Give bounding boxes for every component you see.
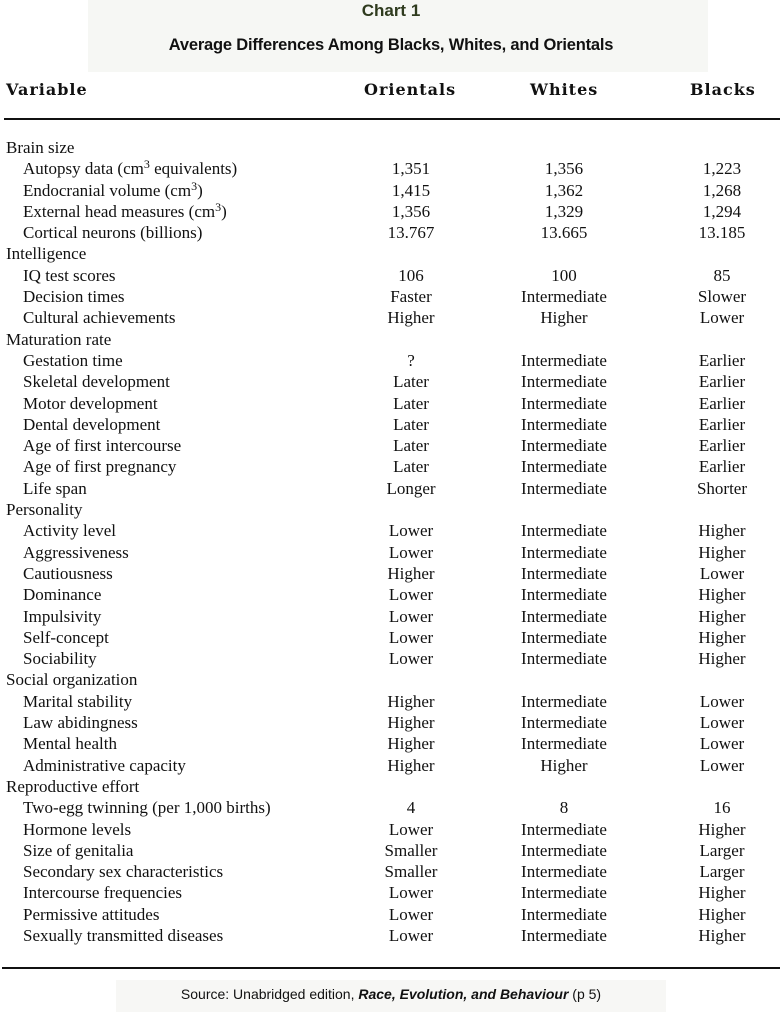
- variable-text: Law abidingness: [23, 713, 138, 733]
- cell-whites: Intermediate: [521, 904, 607, 924]
- table-row: [0, 350, 782, 371]
- variable-label: [23, 840, 133, 861]
- cell-orientals: Lower: [388, 819, 434, 839]
- table-row: [0, 520, 782, 541]
- cell-whites: Intermediate: [521, 542, 607, 562]
- cell-blacks: Higher: [698, 627, 746, 647]
- category-label: Intelligence: [6, 244, 87, 264]
- variable-label: [23, 456, 176, 477]
- variable-text: Cultural achievements: [23, 308, 176, 328]
- category-label: Reproductive effort: [6, 776, 140, 796]
- table-row: [0, 542, 782, 563]
- table-row: [0, 307, 782, 328]
- variable-label: [23, 307, 175, 328]
- cell-orientals: Lower: [388, 904, 434, 924]
- cell-blacks: Higher: [698, 606, 746, 626]
- cell-whites: 1,329: [544, 201, 584, 221]
- table-row: [0, 648, 782, 669]
- cell-blacks: 85: [713, 265, 731, 285]
- cell-blacks: Lower: [699, 691, 745, 711]
- cell-whites: 1,356: [544, 159, 584, 179]
- cell-orientals: 1,415: [391, 180, 431, 200]
- cell-orientals: Later: [393, 393, 429, 413]
- table-row: [0, 904, 782, 925]
- cell-blacks: Earlier: [698, 414, 746, 434]
- cell-orientals: Later: [393, 372, 429, 392]
- variable-label: [23, 584, 101, 605]
- cell-blacks: 1,268: [702, 180, 742, 200]
- cell-orientals: Higher: [387, 755, 435, 775]
- table-row: [0, 606, 782, 627]
- variable-label: [23, 882, 182, 903]
- cell-orientals: Higher: [387, 691, 435, 711]
- cell-whites: Intermediate: [521, 925, 607, 945]
- variable-label: [23, 350, 123, 371]
- cell-blacks: 1,294: [702, 201, 742, 221]
- column-header-orientals: Orientals: [364, 80, 457, 99]
- cell-whites: Intermediate: [521, 287, 607, 307]
- cell-whites: Intermediate: [521, 393, 607, 413]
- cell-blacks: Larger: [699, 840, 745, 860]
- variable-text: Intercourse frequencies: [23, 883, 183, 903]
- variable-label: [23, 563, 113, 584]
- table-row: [0, 627, 782, 648]
- variable-text-suffix: ): [221, 201, 227, 221]
- cell-whites: 13.665: [540, 223, 588, 243]
- variable-text: Cortical neurons (billions): [23, 223, 203, 243]
- cell-blacks: Lower: [699, 734, 745, 754]
- variable-label: [23, 797, 271, 818]
- category-label: Brain size: [6, 138, 75, 157]
- table-row: [0, 882, 782, 903]
- variable-label: [23, 201, 227, 222]
- variable-text: Two-egg twinning (per 1,000 births): [23, 798, 271, 818]
- variable-label: [23, 414, 160, 435]
- chart-title: Average Differences Among Blacks, Whites, and Orientals: [168, 36, 614, 54]
- superscript: 3: [191, 178, 198, 193]
- variable-label: [23, 478, 87, 499]
- variable-text: Marital stability: [23, 691, 133, 711]
- table-row: [0, 925, 782, 946]
- table-row: [0, 158, 782, 179]
- variable-label: [23, 819, 131, 840]
- variable-text: Cautiousness: [23, 563, 113, 583]
- cell-whites: 100: [551, 265, 577, 285]
- cell-blacks: Higher: [698, 819, 746, 839]
- bottom-rule: [2, 967, 780, 969]
- category-row: [0, 499, 782, 520]
- cell-whites: Intermediate: [521, 521, 607, 541]
- cell-orientals: Later: [393, 457, 429, 477]
- variable-label: [23, 648, 97, 669]
- category-label: Personality: [6, 500, 83, 520]
- cell-orientals: Lower: [388, 649, 434, 669]
- category-row: [0, 243, 782, 264]
- table-row: [0, 797, 782, 818]
- variable-label: [23, 755, 186, 776]
- table-row: [0, 180, 782, 201]
- table-header: [0, 78, 782, 102]
- table-row: [0, 755, 782, 776]
- variable-text: Activity level: [23, 521, 117, 541]
- cell-whites: Intermediate: [521, 819, 607, 839]
- cell-orientals: 1,351: [391, 159, 431, 179]
- cell-blacks: Higher: [698, 542, 746, 562]
- cell-orientals: Higher: [387, 734, 435, 754]
- variable-text: Impulsivity: [23, 606, 102, 626]
- column-header-whites: Whites: [530, 80, 599, 99]
- category-label: Maturation rate: [6, 329, 112, 349]
- variable-label: [23, 925, 223, 946]
- cell-whites: Intermediate: [521, 713, 607, 733]
- column-header-blacks: Blacks: [690, 80, 756, 99]
- variable-text: Sexually transmitted diseases: [23, 925, 224, 945]
- variable-text: Administrative capacity: [23, 755, 186, 775]
- cell-blacks: Lower: [699, 563, 745, 583]
- cell-orientals: Lower: [388, 521, 434, 541]
- variable-label: [23, 180, 203, 201]
- table-row: [0, 563, 782, 584]
- cell-orientals: 1,356: [391, 201, 431, 221]
- variable-label: [23, 904, 159, 925]
- variable-label: [23, 712, 138, 733]
- cell-blacks: Lower: [699, 308, 745, 328]
- cell-orientals: Later: [393, 436, 429, 456]
- table-row: [0, 393, 782, 414]
- table-row: [0, 286, 782, 307]
- cell-orientals: Lower: [388, 925, 434, 945]
- cell-orientals: 13.767: [387, 223, 435, 243]
- variable-text: IQ test scores: [23, 265, 116, 285]
- cell-whites: Intermediate: [521, 414, 607, 434]
- cell-blacks: Earlier: [698, 457, 746, 477]
- table-row: [0, 371, 782, 392]
- table-row: [0, 840, 782, 861]
- variable-text: Mental health: [23, 734, 117, 754]
- variable-label: [23, 542, 129, 563]
- cell-whites: Higher: [540, 308, 588, 328]
- cell-blacks: Higher: [698, 649, 746, 669]
- variable-label: [23, 393, 158, 414]
- table-row: [0, 414, 782, 435]
- cell-orientals: 4: [406, 798, 416, 818]
- cell-blacks: Higher: [698, 883, 746, 903]
- cell-blacks: Earlier: [698, 393, 746, 413]
- cell-blacks: Higher: [698, 925, 746, 945]
- cell-whites: Intermediate: [521, 585, 607, 605]
- source-suffix: (p 5): [568, 986, 602, 1002]
- cell-blacks: 13.185: [698, 223, 746, 243]
- cell-orientals: Faster: [390, 287, 432, 307]
- cell-orientals: Higher: [387, 563, 435, 583]
- table-row: [0, 435, 782, 456]
- cell-whites: Intermediate: [521, 840, 607, 860]
- variable-text: Age of first pregnancy: [23, 457, 177, 477]
- variable-label: [23, 371, 170, 392]
- variable-label: [23, 733, 117, 754]
- variable-text: Endocranial volume (cm: [23, 180, 192, 200]
- table-row: [0, 733, 782, 754]
- cell-orientals: Longer: [386, 478, 436, 498]
- variable-text: External head measures (cm: [23, 201, 216, 221]
- header-rule: [4, 118, 780, 120]
- cell-orientals: Higher: [387, 308, 435, 328]
- cell-whites: Intermediate: [521, 883, 607, 903]
- cell-orientals: Higher: [387, 713, 435, 733]
- table-row: [0, 819, 782, 840]
- source-prefix: Source: Unabridged edition,: [180, 986, 359, 1002]
- cell-blacks: Earlier: [698, 372, 746, 392]
- variable-label: [23, 606, 101, 627]
- variable-text: Size of genitalia: [23, 840, 134, 860]
- variable-label: [23, 286, 125, 307]
- table-row: [0, 584, 782, 605]
- variable-text: Hormone levels: [23, 819, 132, 839]
- cell-whites: Intermediate: [521, 862, 607, 882]
- variable-text: Motor development: [23, 393, 158, 413]
- cell-blacks: Lower: [699, 755, 745, 775]
- variable-label: [23, 265, 116, 286]
- cell-orientals: Lower: [388, 627, 434, 647]
- cell-blacks: 1,223: [702, 159, 742, 179]
- cell-whites: Intermediate: [521, 627, 607, 647]
- variable-text: Age of first intercourse: [23, 436, 182, 456]
- cell-blacks: Higher: [698, 904, 746, 924]
- variable-label: [23, 691, 132, 712]
- category-row: [0, 669, 782, 690]
- cell-orientals: Lower: [388, 585, 434, 605]
- cell-blacks: Higher: [698, 585, 746, 605]
- variable-label: [23, 627, 109, 648]
- cell-whites: Intermediate: [521, 734, 607, 754]
- variable-label: [23, 435, 181, 456]
- table-body: [0, 137, 782, 946]
- cell-orientals: Lower: [388, 542, 434, 562]
- variable-label: [23, 158, 237, 179]
- cell-blacks: Shorter: [696, 478, 748, 498]
- cell-orientals: Later: [393, 414, 429, 434]
- variable-text: Decision times: [23, 287, 125, 307]
- cell-whites: Intermediate: [521, 478, 607, 498]
- variable-label: [23, 861, 223, 882]
- cell-whites: 1,362: [544, 180, 584, 200]
- cell-blacks: Larger: [699, 862, 745, 882]
- category-row: [0, 329, 782, 350]
- cell-whites: Intermediate: [521, 691, 607, 711]
- table-row: [0, 712, 782, 733]
- cell-blacks: Earlier: [698, 436, 746, 456]
- category-row: [0, 137, 782, 158]
- variable-text: Permissive attitudes: [23, 904, 160, 924]
- variable-text: Dominance: [23, 585, 102, 605]
- variable-text: Sociability: [23, 649, 97, 669]
- cell-orientals: ?: [407, 350, 415, 370]
- variable-text: Autopsy data (cm: [23, 159, 144, 179]
- cell-whites: 8: [559, 798, 569, 818]
- table-row: [0, 222, 782, 243]
- cell-whites: Higher: [540, 755, 588, 775]
- variable-text: Life span: [23, 478, 87, 498]
- table-row: [0, 478, 782, 499]
- table-row: [0, 265, 782, 286]
- cell-orientals: Smaller: [384, 840, 438, 860]
- cell-orientals: 106: [398, 265, 424, 285]
- cell-blacks: Slower: [697, 287, 747, 307]
- variable-text: Skeletal development: [23, 372, 170, 392]
- variable-text: Aggressiveness: [23, 542, 129, 562]
- variable-text-suffix: ): [197, 180, 203, 200]
- category-label: Social organization: [6, 670, 138, 690]
- cell-blacks: Higher: [698, 521, 746, 541]
- cell-whites: Intermediate: [521, 436, 607, 456]
- table-row: [0, 456, 782, 477]
- variable-label: [23, 520, 116, 541]
- cell-blacks: Lower: [699, 713, 745, 733]
- chart-label: Chart 1: [361, 1, 421, 20]
- cell-orientals: Smaller: [384, 862, 438, 882]
- column-header-variable: Variable: [6, 80, 88, 99]
- source-note: [0, 986, 782, 1002]
- cell-whites: Intermediate: [521, 350, 607, 370]
- cell-orientals: Lower: [388, 606, 434, 626]
- variable-label: [23, 222, 202, 243]
- variable-text: Secondary sex characteristics: [23, 862, 224, 882]
- cell-blacks: 16: [713, 798, 731, 818]
- cell-whites: Intermediate: [521, 649, 607, 669]
- table-row: [0, 691, 782, 712]
- superscript: 3: [215, 199, 222, 214]
- variable-text: Self-concept: [23, 627, 109, 647]
- cell-whites: Intermediate: [521, 606, 607, 626]
- variable-text: Dental development: [23, 414, 161, 434]
- cell-whites: Intermediate: [521, 457, 607, 477]
- table-row: [0, 201, 782, 222]
- source-title: Race, Evolution, and Behaviour: [358, 986, 569, 1002]
- variable-text: Gestation time: [23, 350, 123, 370]
- cell-whites: Intermediate: [521, 563, 607, 583]
- superscript: 3: [143, 157, 150, 172]
- cell-blacks: Earlier: [698, 350, 746, 370]
- cell-whites: Intermediate: [521, 372, 607, 392]
- variable-text-suffix: equivalents): [149, 159, 238, 179]
- category-row: [0, 776, 782, 797]
- table-row: [0, 861, 782, 882]
- cell-orientals: Lower: [388, 883, 434, 903]
